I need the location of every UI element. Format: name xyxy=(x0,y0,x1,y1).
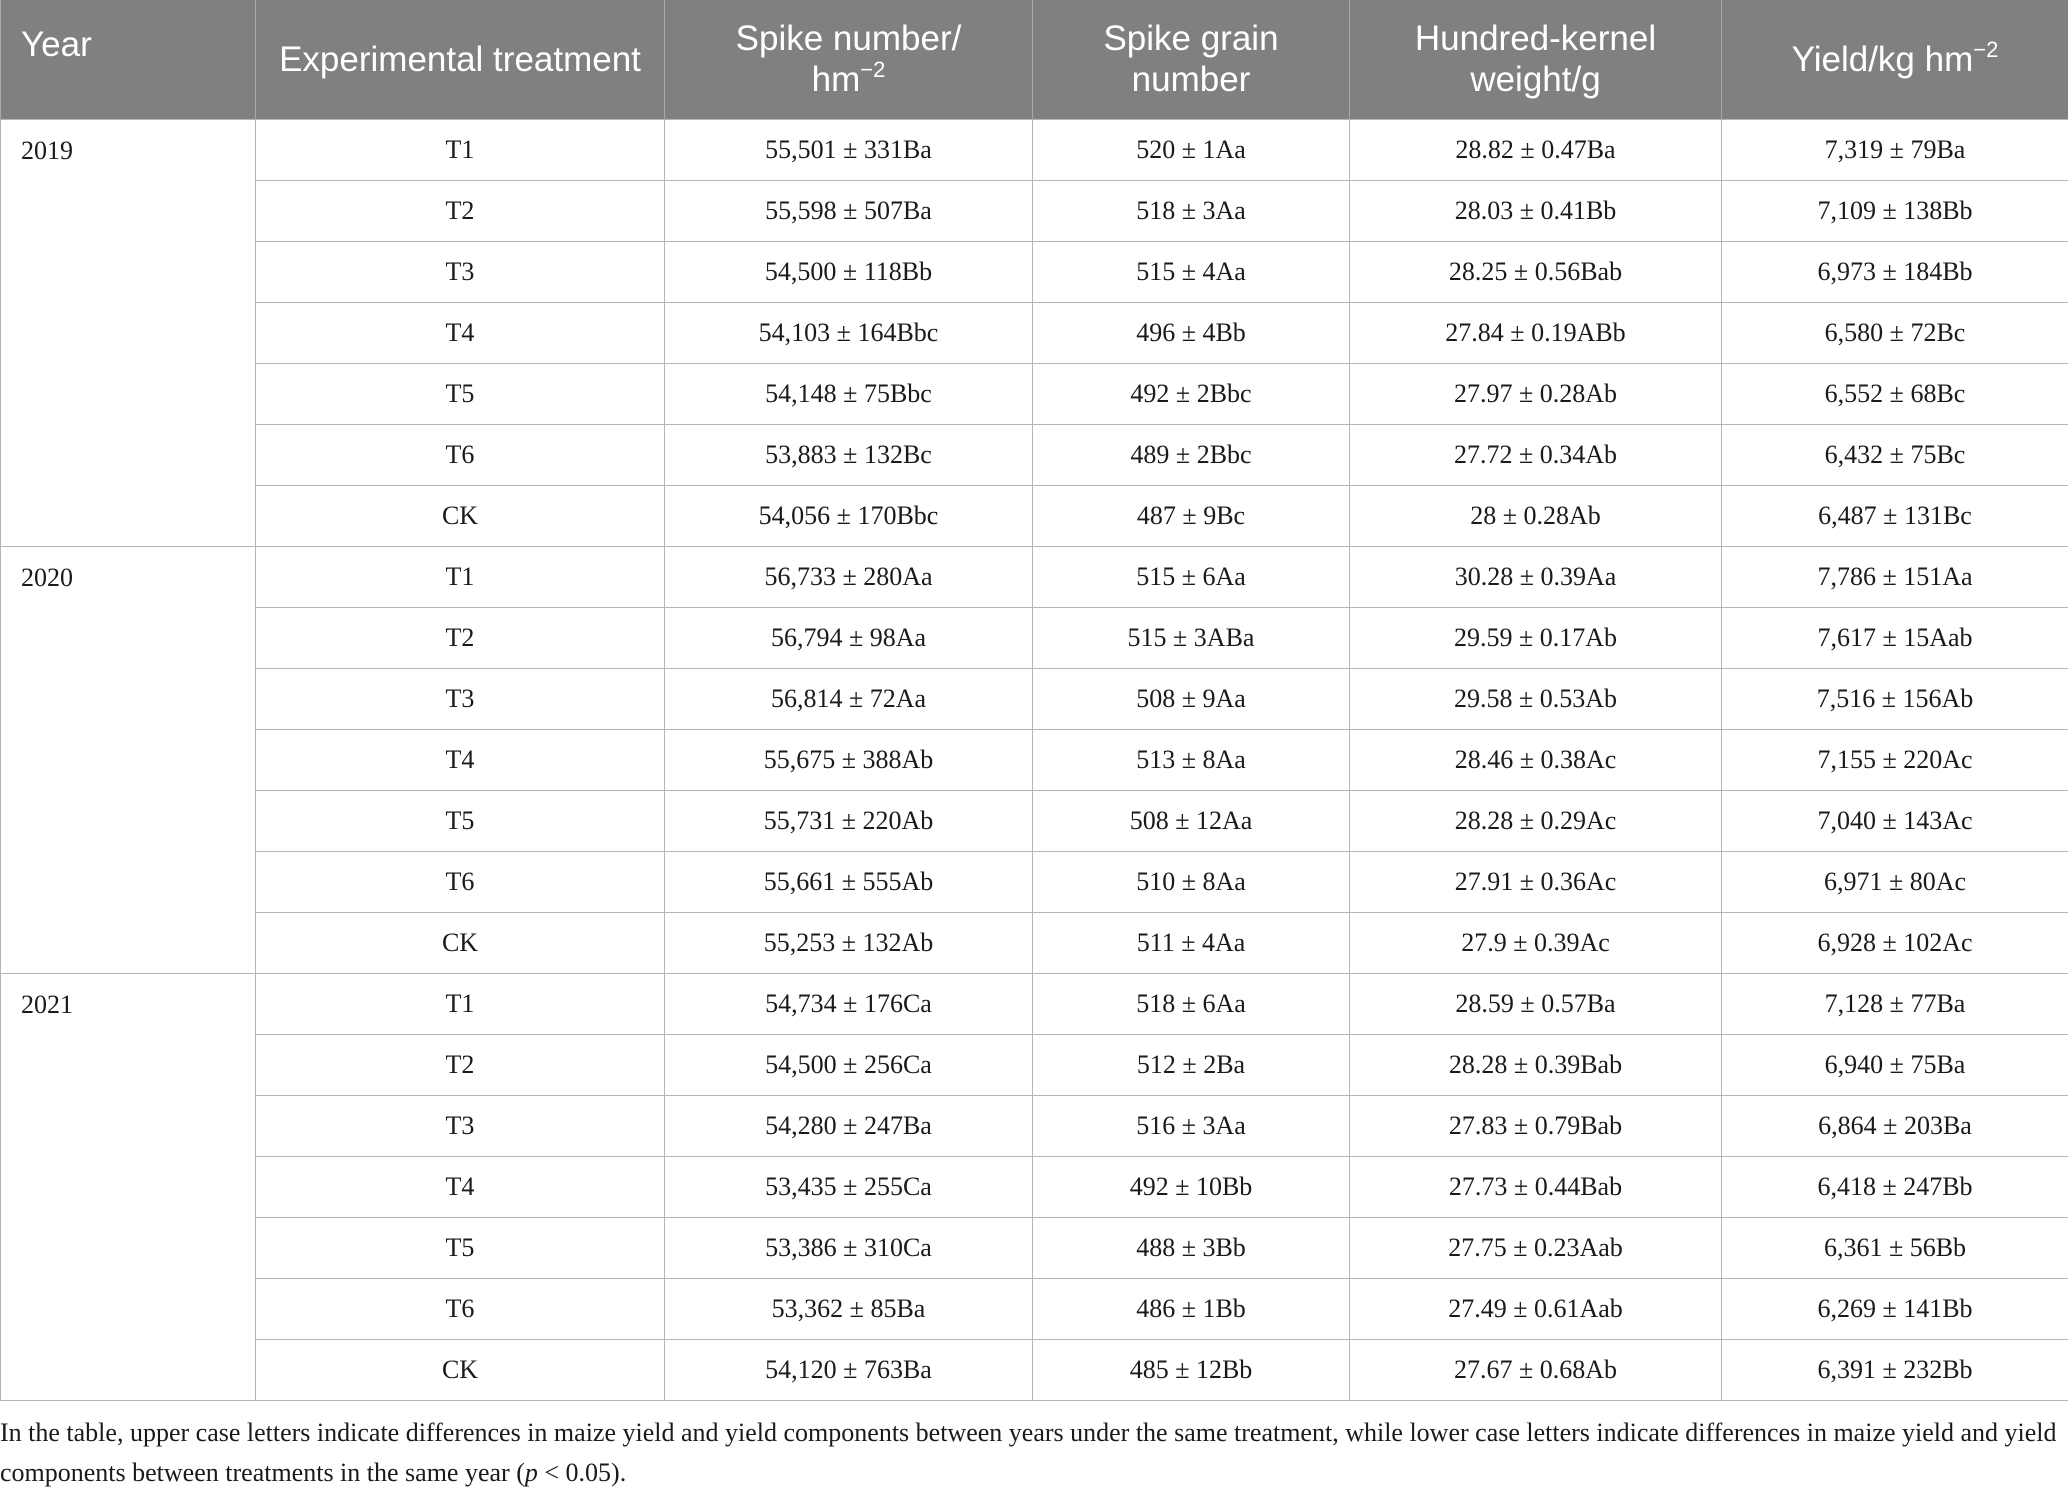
header-yield-label: Yield/kg hm xyxy=(1791,39,1974,79)
footnote-text-before: In the table, upper case letters indicate differences in maize yield and yield components between years under the same treatment, while lower case letters indicate differences in maize yield and yield components between treatments in the same year ( xyxy=(0,1418,2057,1487)
cell-yield: 6,361 ± 56Bb xyxy=(1722,1217,2068,1278)
cell-treatment: T6 xyxy=(256,1278,665,1339)
cell-hundred-kernel-weight: 27.83 ± 0.79Bab xyxy=(1350,1095,1722,1156)
cell-hundred-kernel-weight: 28.25 ± 0.56Bab xyxy=(1350,241,1722,302)
table-row xyxy=(1,1278,2068,1339)
cell-spike-grain: 513 ± 8Aa xyxy=(1033,729,1350,790)
cell-spike-grain: 518 ± 6Aa xyxy=(1033,973,1350,1034)
cell-spike-number: 54,148 ± 75Bbc xyxy=(665,363,1033,424)
cell-spike-grain: 512 ± 2Ba xyxy=(1033,1034,1350,1095)
table-row xyxy=(1,424,2068,485)
cell-yield: 6,391 ± 232Bb xyxy=(1722,1339,2068,1400)
table-row xyxy=(1,790,2068,851)
cell-spike-grain: 520 ± 1Aa xyxy=(1033,119,1350,180)
table-header-row xyxy=(1,0,2068,119)
cell-hundred-kernel-weight: 29.59 ± 0.17Ab xyxy=(1350,607,1722,668)
table-footnote xyxy=(0,1413,2068,1493)
table-row xyxy=(1,302,2068,363)
cell-hundred-kernel-weight: 30.28 ± 0.39Aa xyxy=(1350,546,1722,607)
cell-yield: 6,487 ± 131Bc xyxy=(1722,485,2068,546)
cell-spike-number: 54,500 ± 256Ca xyxy=(665,1034,1033,1095)
table-body xyxy=(1,119,2068,1400)
cell-treatment: T4 xyxy=(256,729,665,790)
table-row xyxy=(1,485,2068,546)
cell-spike-number: 56,733 ± 280Aa xyxy=(665,546,1033,607)
table-row xyxy=(1,1217,2068,1278)
header-yield xyxy=(1722,0,2068,119)
cell-hundred-kernel-weight: 27.49 ± 0.61Aab xyxy=(1350,1278,1722,1339)
cell-treatment: T6 xyxy=(256,851,665,912)
cell-spike-number: 55,501 ± 331Ba xyxy=(665,119,1033,180)
header-spike-number-exp: −2 xyxy=(860,57,886,83)
table-row xyxy=(1,119,2068,180)
cell-yield: 6,432 ± 75Bc xyxy=(1722,424,2068,485)
cell-spike-grain: 489 ± 2Bbc xyxy=(1033,424,1350,485)
table-row xyxy=(1,1034,2068,1095)
cell-hundred-kernel-weight: 27.9 ± 0.39Ac xyxy=(1350,912,1722,973)
cell-hundred-kernel-weight: 27.91 ± 0.36Ac xyxy=(1350,851,1722,912)
cell-hundred-kernel-weight: 27.72 ± 0.34Ab xyxy=(1350,424,1722,485)
cell-spike-grain: 486 ± 1Bb xyxy=(1033,1278,1350,1339)
table-row xyxy=(1,1156,2068,1217)
cell-treatment: T5 xyxy=(256,363,665,424)
table-row xyxy=(1,363,2068,424)
table-row xyxy=(1,668,2068,729)
cell-spike-number: 56,814 ± 72Aa xyxy=(665,668,1033,729)
cell-yield: 6,928 ± 102Ac xyxy=(1722,912,2068,973)
cell-yield: 7,128 ± 77Ba xyxy=(1722,973,2068,1034)
cell-treatment: T2 xyxy=(256,1034,665,1095)
cell-spike-number: 53,435 ± 255Ca xyxy=(665,1156,1033,1217)
cell-hundred-kernel-weight: 27.67 ± 0.68Ab xyxy=(1350,1339,1722,1400)
header-spike-grain: Spike grain number xyxy=(1033,0,1350,119)
footnote-italic: p xyxy=(524,1458,538,1487)
cell-yield: 6,940 ± 75Ba xyxy=(1722,1034,2068,1095)
cell-yield: 6,973 ± 184Bb xyxy=(1722,241,2068,302)
cell-spike-grain: 492 ± 2Bbc xyxy=(1033,363,1350,424)
cell-yield: 6,864 ± 203Ba xyxy=(1722,1095,2068,1156)
header-spike-number-unit: hm xyxy=(811,60,861,100)
header-spike-number xyxy=(665,0,1033,119)
table-row xyxy=(1,973,2068,1034)
cell-yield: 6,418 ± 247Bb xyxy=(1722,1156,2068,1217)
cell-year: 2020 xyxy=(1,546,256,973)
cell-spike-grain: 508 ± 9Aa xyxy=(1033,668,1350,729)
cell-hundred-kernel-weight: 27.84 ± 0.19ABb xyxy=(1350,302,1722,363)
cell-spike-grain: 515 ± 3ABa xyxy=(1033,607,1350,668)
cell-yield: 6,580 ± 72Bc xyxy=(1722,302,2068,363)
cell-spike-number: 55,598 ± 507Ba xyxy=(665,180,1033,241)
header-spike-number-label: Spike number/ xyxy=(735,19,962,59)
cell-spike-number: 55,661 ± 555Ab xyxy=(665,851,1033,912)
cell-hundred-kernel-weight: 27.75 ± 0.23Aab xyxy=(1350,1217,1722,1278)
cell-treatment: T6 xyxy=(256,424,665,485)
header-treatment: Experimental treatment xyxy=(256,0,665,119)
cell-treatment: T1 xyxy=(256,119,665,180)
header-hundred-kernel-weight: Hundred-kernel weight/g xyxy=(1350,0,1722,119)
cell-hundred-kernel-weight: 28.59 ± 0.57Ba xyxy=(1350,973,1722,1034)
cell-hundred-kernel-weight: 28 ± 0.28Ab xyxy=(1350,485,1722,546)
cell-spike-number: 54,500 ± 118Bb xyxy=(665,241,1033,302)
cell-treatment: T4 xyxy=(256,1156,665,1217)
cell-yield: 7,040 ± 143Ac xyxy=(1722,790,2068,851)
cell-spike-grain: 516 ± 3Aa xyxy=(1033,1095,1350,1156)
cell-hundred-kernel-weight: 27.73 ± 0.44Bab xyxy=(1350,1156,1722,1217)
cell-spike-number: 54,103 ± 164Bbc xyxy=(665,302,1033,363)
cell-yield: 7,617 ± 15Aab xyxy=(1722,607,2068,668)
cell-yield: 7,516 ± 156Ab xyxy=(1722,668,2068,729)
cell-hundred-kernel-weight: 28.46 ± 0.38Ac xyxy=(1350,729,1722,790)
cell-spike-grain: 492 ± 10Bb xyxy=(1033,1156,1350,1217)
cell-yield: 6,552 ± 68Bc xyxy=(1722,363,2068,424)
cell-spike-number: 54,734 ± 176Ca xyxy=(665,973,1033,1034)
cell-hundred-kernel-weight: 28.28 ± 0.39Bab xyxy=(1350,1034,1722,1095)
cell-spike-grain: 518 ± 3Aa xyxy=(1033,180,1350,241)
table-row xyxy=(1,241,2068,302)
cell-year: 2019 xyxy=(1,119,256,546)
cell-yield: 7,786 ± 151Aa xyxy=(1722,546,2068,607)
cell-treatment: T1 xyxy=(256,546,665,607)
table-row xyxy=(1,851,2068,912)
header-year: Year xyxy=(1,0,256,119)
cell-yield: 7,319 ± 79Ba xyxy=(1722,119,2068,180)
cell-spike-number: 53,386 ± 310Ca xyxy=(665,1217,1033,1278)
table-row xyxy=(1,1339,2068,1400)
cell-spike-grain: 511 ± 4Aa xyxy=(1033,912,1350,973)
cell-spike-number: 54,056 ± 170Bbc xyxy=(665,485,1033,546)
cell-treatment: T3 xyxy=(256,668,665,729)
table-row xyxy=(1,180,2068,241)
cell-spike-number: 55,675 ± 388Ab xyxy=(665,729,1033,790)
cell-treatment: T1 xyxy=(256,973,665,1034)
cell-treatment: T3 xyxy=(256,1095,665,1156)
cell-treatment: T5 xyxy=(256,1217,665,1278)
cell-spike-grain: 487 ± 9Bc xyxy=(1033,485,1350,546)
cell-spike-number: 53,883 ± 132Bc xyxy=(665,424,1033,485)
cell-treatment: CK xyxy=(256,912,665,973)
table-row xyxy=(1,546,2068,607)
cell-spike-grain: 515 ± 6Aa xyxy=(1033,546,1350,607)
cell-spike-number: 54,120 ± 763Ba xyxy=(665,1339,1033,1400)
cell-hundred-kernel-weight: 28.03 ± 0.41Bb xyxy=(1350,180,1722,241)
table-row xyxy=(1,1095,2068,1156)
cell-spike-grain: 488 ± 3Bb xyxy=(1033,1217,1350,1278)
header-yield-exp: −2 xyxy=(1973,36,1999,62)
cell-hundred-kernel-weight: 28.28 ± 0.29Ac xyxy=(1350,790,1722,851)
cell-spike-number: 55,731 ± 220Ab xyxy=(665,790,1033,851)
table-row xyxy=(1,729,2068,790)
cell-hundred-kernel-weight: 29.58 ± 0.53Ab xyxy=(1350,668,1722,729)
cell-treatment: T2 xyxy=(256,607,665,668)
cell-spike-number: 53,362 ± 85Ba xyxy=(665,1278,1033,1339)
cell-treatment: CK xyxy=(256,485,665,546)
cell-yield: 6,269 ± 141Bb xyxy=(1722,1278,2068,1339)
cell-treatment: T2 xyxy=(256,180,665,241)
cell-yield: 6,971 ± 80Ac xyxy=(1722,851,2068,912)
cell-treatment: CK xyxy=(256,1339,665,1400)
cell-spike-grain: 508 ± 12Aa xyxy=(1033,790,1350,851)
cell-spike-grain: 496 ± 4Bb xyxy=(1033,302,1350,363)
cell-year: 2021 xyxy=(1,973,256,1400)
cell-hundred-kernel-weight: 27.97 ± 0.28Ab xyxy=(1350,363,1722,424)
cell-spike-number: 56,794 ± 98Aa xyxy=(665,607,1033,668)
cell-hundred-kernel-weight: 28.82 ± 0.47Ba xyxy=(1350,119,1722,180)
cell-treatment: T5 xyxy=(256,790,665,851)
cell-spike-grain: 485 ± 12Bb xyxy=(1033,1339,1350,1400)
footnote-text-after: < 0.05). xyxy=(537,1458,627,1487)
cell-spike-number: 55,253 ± 132Ab xyxy=(665,912,1033,973)
cell-yield: 7,109 ± 138Bb xyxy=(1722,180,2068,241)
table-row xyxy=(1,607,2068,668)
table-row xyxy=(1,912,2068,973)
cell-spike-number: 54,280 ± 247Ba xyxy=(665,1095,1033,1156)
cell-treatment: T4 xyxy=(256,302,665,363)
cell-spike-grain: 515 ± 4Aa xyxy=(1033,241,1350,302)
cell-spike-grain: 510 ± 8Aa xyxy=(1033,851,1350,912)
cell-yield: 7,155 ± 220Ac xyxy=(1722,729,2068,790)
cell-treatment: T3 xyxy=(256,241,665,302)
